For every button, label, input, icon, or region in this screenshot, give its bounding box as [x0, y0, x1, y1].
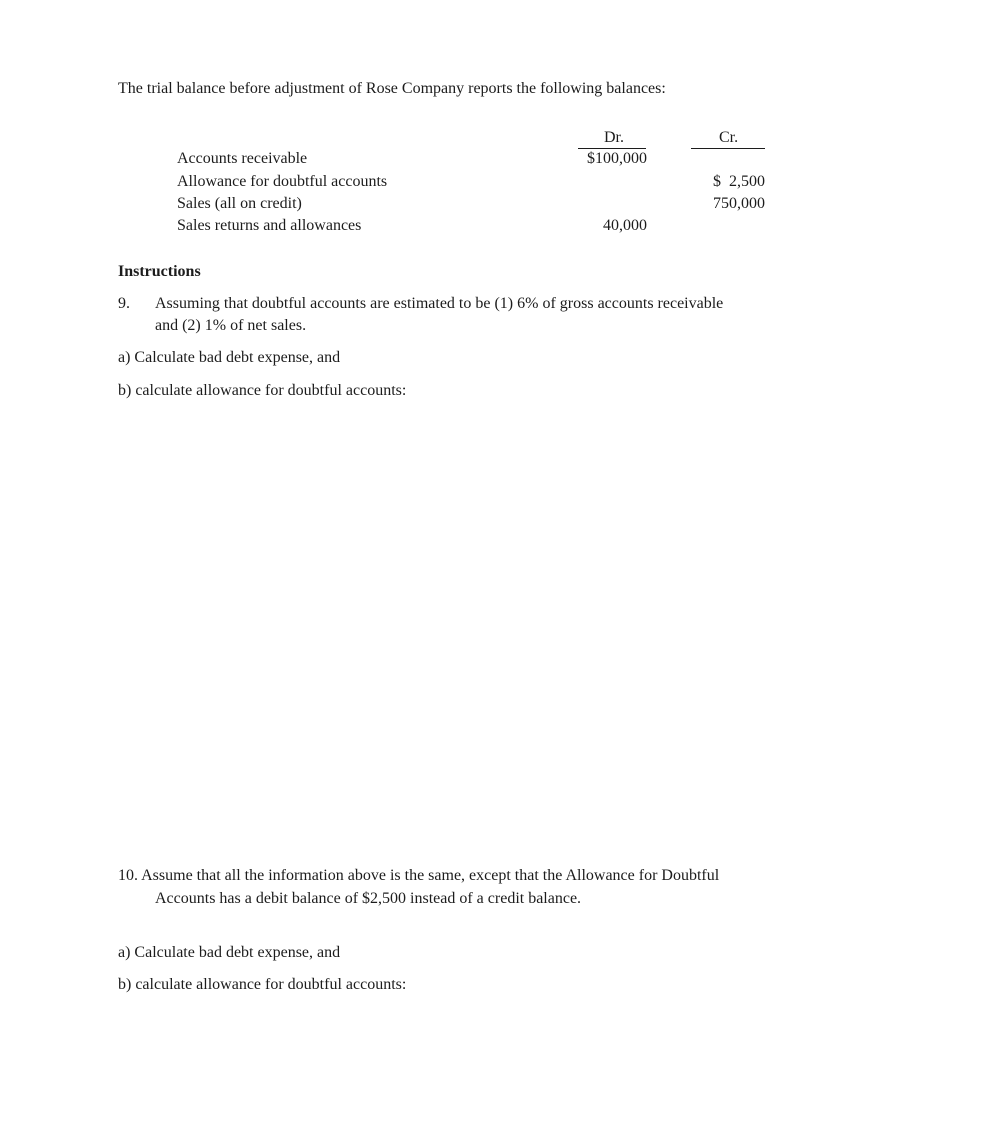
question-9-number: 9. [118, 295, 130, 312]
instructions-heading: Instructions [118, 263, 201, 280]
account-name: Accounts receivable [177, 150, 308, 167]
credit-column-header: Cr. [719, 129, 739, 146]
question-10-text-line2: Accounts has a debit balance of $2,500 instead of a credit balance. [155, 890, 582, 907]
debit-value: $100,000 [587, 150, 647, 167]
account-name: Allowance for doubtful accounts [177, 173, 388, 190]
account-name: Sales (all on credit) [177, 195, 302, 212]
question-9-text-line2: and (2) 1% of net sales. [155, 317, 307, 334]
credit-header-underline [691, 148, 765, 149]
question-9-part-a: a) Calculate bad debt expense, and [118, 349, 341, 366]
question-10-part-b: b) calculate allowance for doubtful accounts: [118, 976, 407, 993]
question-9-text-line1: Assuming that doubtful accounts are estimated to be (1) 6% of gross accounts receivable [155, 295, 724, 312]
question-10-text-line1: 10. Assume that all the information above is the same, except that the Allowance for Doubtful [118, 867, 720, 884]
debit-column-header: Dr. [604, 129, 624, 146]
account-name: Sales returns and allowances [177, 217, 362, 234]
intro-text: The trial balance before adjustment of Rose Company reports the following balances: [118, 80, 666, 97]
credit-value: $ 2,500 [713, 173, 765, 190]
question-10-part-a: a) Calculate bad debt expense, and [118, 944, 341, 961]
question-9-part-b: b) calculate allowance for doubtful accounts: [118, 382, 407, 399]
credit-value: 750,000 [713, 195, 765, 212]
debit-value: 40,000 [603, 217, 647, 234]
